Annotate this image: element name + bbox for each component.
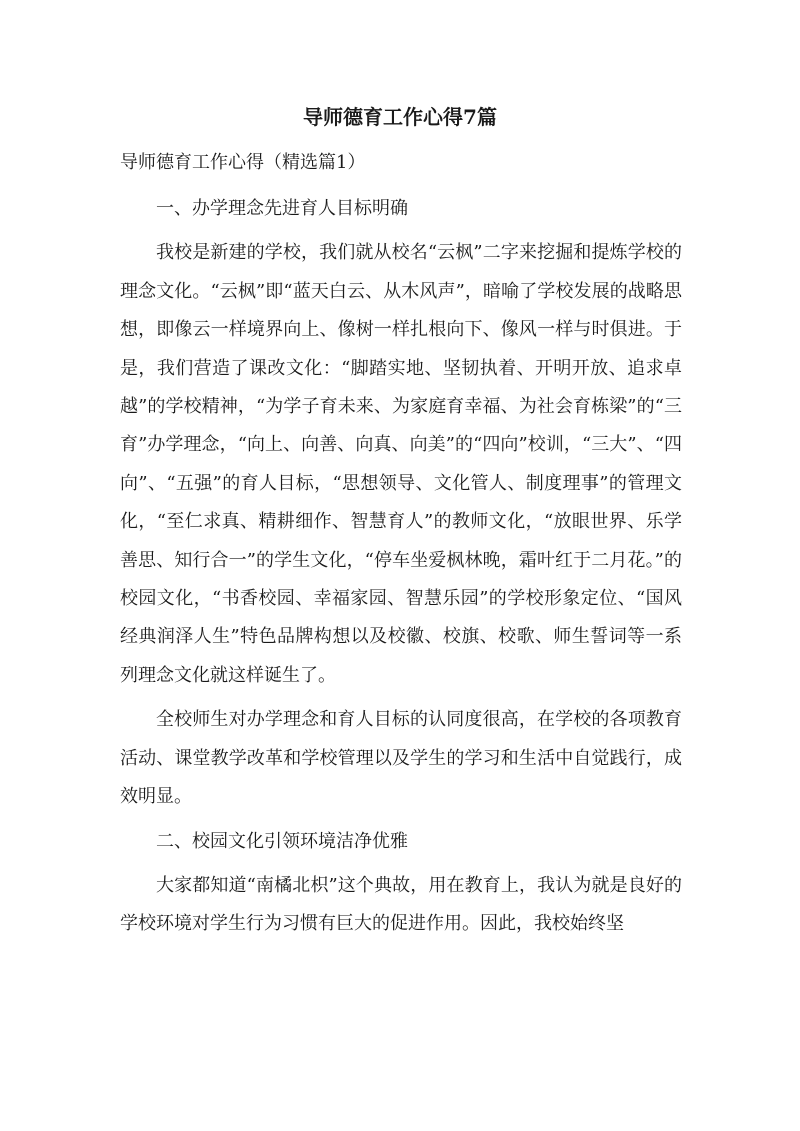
document-subtitle: 导师德育工作心得（精选篇1） bbox=[120, 152, 366, 173]
section-heading-2: 二、校园文化引领环境洁净优雅 bbox=[156, 830, 408, 852]
document-title: 导师德育工作心得7篇 bbox=[303, 105, 497, 129]
paragraph-3: 大家都知道“南橘北枳”这个典故，用在教育上，我认为就是良好的学校环境对学生行为习惯有巨大的促进作用。因此，我校始终坚 bbox=[120, 874, 682, 935]
section-heading-1: 一、办学理念先进育人目标明确 bbox=[156, 198, 408, 219]
paragraph-1: 我校是新建的学校，我们就从校名“云枫”二字来挖掘和提炼学校的理念文化。“云枫”即“蓝天白云、从木风声”，暗喻了学校发展的战略思想，即像云一样境界向上、像树一样扎根向下、像风一样与时俱进。于是，我们营造了课改文化：“脚踏实地、坚韧执着、开明开放、追求卓越”的学校精神，“为学子育未来、为家庭育幸福、为社会育栋梁”的“三育”办学理念，“向上、向善、向真、向美”的“四向”校训，“三大”、“四向”、“五强”的育人目标，“思想领导、文化管人、制度理事”的管理文化，“至仁求真、精耕细作、智慧育人”的教师文化，“放眼世界、乐学善思、知行合一”的学生文化，“停车坐爱枫林晚，霜叶红于二月花。”的校园文化，“书香校园、幸福家园、智慧乐园”的学校形象定位、“国风经典润泽人生”特色品牌构想以及校徽、校旗、校歌、师生誓词等一系列理念文化就这样诞生了。 bbox=[120, 242, 682, 686]
paragraph-2: 全校师生对办学理念和育人目标的认同度很高，在学校的各项教育活动、课堂教学改革和学校管理以及学生的学习和生活中自觉践行，成效明显。 bbox=[120, 709, 682, 808]
document-body bbox=[120, 190, 682, 950]
